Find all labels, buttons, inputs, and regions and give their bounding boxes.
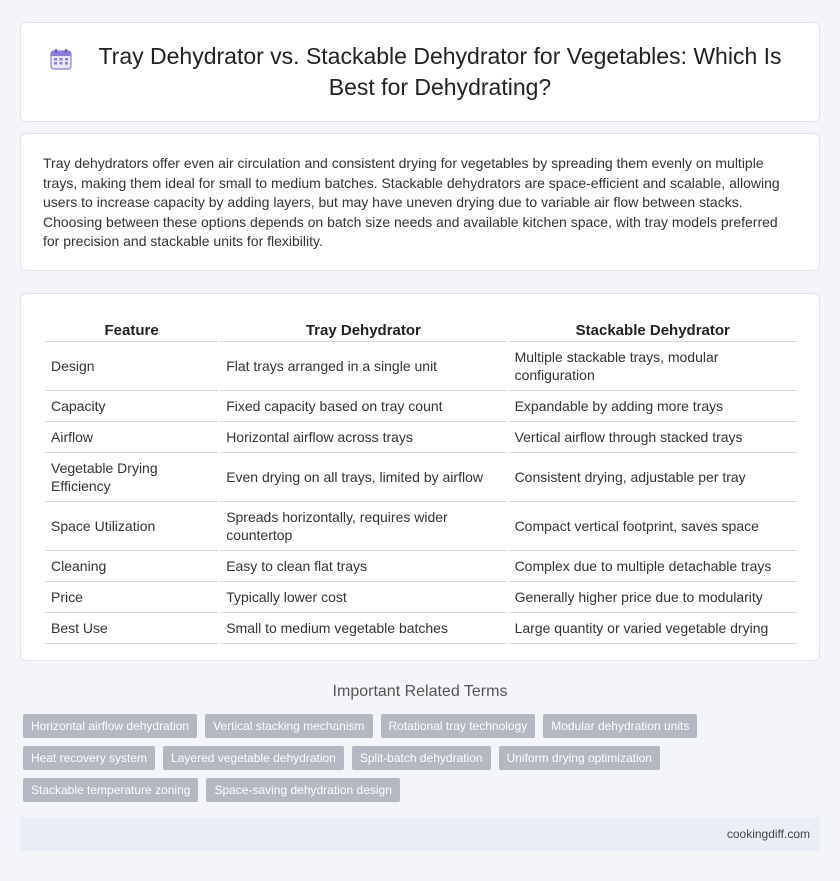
comparison-card bbox=[20, 293, 820, 661]
header-feature: Feature bbox=[45, 312, 218, 342]
table-cell: Even drying on all trays, limited by airflow bbox=[220, 453, 506, 502]
table-cell: Vertical airflow through stacked trays bbox=[509, 422, 797, 453]
table-cell: Cleaning bbox=[45, 551, 218, 582]
table-row bbox=[45, 582, 797, 613]
footer-site-link[interactable]: cookingdiff.com bbox=[726, 827, 810, 841]
related-term-tag[interactable]: Split-batch dehydration bbox=[352, 746, 491, 770]
table-cell: Spreads horizontally, requires wider countertop bbox=[220, 502, 506, 551]
footer bbox=[20, 817, 820, 851]
table-cell: Horizontal airflow across trays bbox=[220, 422, 506, 453]
header-tray: Tray Dehydrator bbox=[220, 312, 506, 342]
table-cell: Fixed capacity based on tray count bbox=[220, 391, 506, 422]
table-header-row bbox=[45, 312, 797, 342]
table-cell: Typically lower cost bbox=[220, 582, 506, 613]
table-cell: Expandable by adding more trays bbox=[509, 391, 797, 422]
summary-text: Tray dehydrators offer even air circulation and consistent drying for vegetables by spreading them evenly on multiple trays, making them ideal for small to medium batches. Stackable dehydrators are space-efficient and scalable, allowing users to increase capacity by adding layers, but may have uneven drying due to variable air flow between stacks. Choosing between these options depends on batch size needs and available kitchen space, with tray models preferred for precision and stackable units for flexibility. bbox=[43, 155, 780, 250]
related-terms-title: Important Related Terms bbox=[332, 683, 508, 700]
table-cell: Small to medium vegetable batches bbox=[220, 613, 506, 644]
table-row bbox=[45, 613, 797, 644]
related-term-tag[interactable]: Layered vegetable dehydration bbox=[163, 746, 344, 770]
table-cell: Price bbox=[45, 582, 218, 613]
related-terms-tags bbox=[23, 714, 823, 810]
header-stackable: Stackable Dehydrator bbox=[509, 312, 797, 342]
table-cell: Generally higher price due to modularity bbox=[509, 582, 797, 613]
related-term-tag[interactable]: Modular dehydration units bbox=[543, 714, 697, 738]
comparison-table bbox=[43, 312, 799, 644]
related-term-tag[interactable]: Space-saving dehydration design bbox=[206, 778, 399, 802]
related-term-tag[interactable]: Heat recovery system bbox=[23, 746, 155, 770]
related-term-tag[interactable]: Rotational tray technology bbox=[381, 714, 536, 738]
page-title: Tray Dehydrator vs. Stackable Dehydrator for Vegetables: Which Is Best for Dehydrating? bbox=[98, 43, 782, 100]
table-row bbox=[45, 453, 797, 502]
table-cell: Design bbox=[45, 342, 218, 391]
table-cell: Easy to clean flat trays bbox=[220, 551, 506, 582]
table-cell: Consistent drying, adjustable per tray bbox=[509, 453, 797, 502]
table-cell: Vegetable Drying Efficiency bbox=[45, 453, 218, 502]
table-row bbox=[45, 391, 797, 422]
related-term-tag[interactable]: Vertical stacking mechanism bbox=[205, 714, 372, 738]
table-cell: Complex due to multiple detachable trays bbox=[509, 551, 797, 582]
table-cell: Compact vertical footprint, saves space bbox=[509, 502, 797, 551]
related-term-tag[interactable]: Uniform drying optimization bbox=[499, 746, 660, 770]
table-cell: Large quantity or varied vegetable drying bbox=[509, 613, 797, 644]
table-cell: Airflow bbox=[45, 422, 218, 453]
related-term-tag[interactable]: Stackable temperature zoning bbox=[23, 778, 198, 802]
table-cell: Best Use bbox=[45, 613, 218, 644]
table-cell: Capacity bbox=[45, 391, 218, 422]
related-term-tag[interactable]: Horizontal airflow dehydration bbox=[23, 714, 197, 738]
table-row bbox=[45, 422, 797, 453]
table-cell: Multiple stackable trays, modular configuration bbox=[509, 342, 797, 391]
header-card bbox=[20, 22, 820, 122]
summary-card bbox=[20, 133, 820, 271]
table-row bbox=[45, 502, 797, 551]
table-row bbox=[45, 342, 797, 391]
table-cell: Flat trays arranged in a single unit bbox=[220, 342, 506, 391]
table-row bbox=[45, 551, 797, 582]
table-cell: Space Utilization bbox=[45, 502, 218, 551]
